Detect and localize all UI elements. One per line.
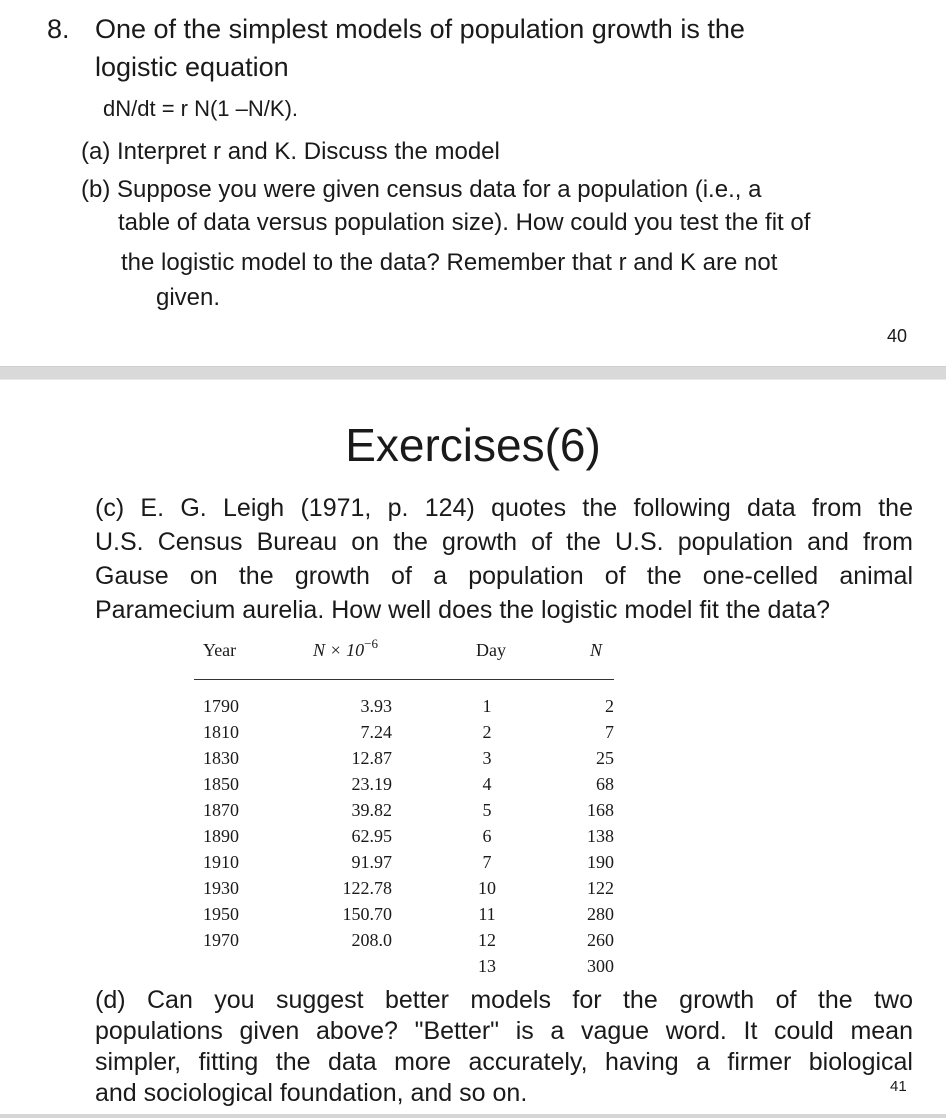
count-cell: 260: [587, 930, 614, 950]
day-cell: 1: [482, 696, 492, 716]
year-cell: 1910: [203, 852, 239, 872]
population-column: [310, 693, 392, 953]
part-d-line-1: (d) Can you suggest better models for the growth of the two: [95, 986, 913, 1014]
slide-title: Exercises(6): [345, 419, 601, 471]
day-cell: 11: [478, 904, 496, 924]
population-cell: 23.19: [351, 774, 392, 794]
year-cell: 1790: [203, 696, 239, 716]
question-text-line-2: logistic equation: [95, 52, 289, 82]
year-cell: 1930: [203, 878, 239, 898]
header-population-main: N × 10: [313, 640, 365, 660]
day-cell: 3: [482, 748, 492, 768]
population-cell: 91.97: [351, 852, 392, 872]
day-column: [468, 693, 506, 979]
header-year: Year: [203, 640, 237, 660]
day-cell: 6: [482, 826, 492, 846]
count-cell: 7: [605, 722, 614, 742]
day-cell: 12: [478, 930, 496, 950]
population-cell: 39.82: [351, 800, 392, 820]
header-population-exponent: −6: [364, 636, 378, 651]
part-d-paragraph: [95, 985, 913, 1109]
page-number-40: 40: [887, 326, 908, 346]
page-number-41: 41: [890, 1078, 907, 1095]
count-cell: 138: [587, 826, 614, 846]
part-d-line-4: and sociological foundation, and so on.: [95, 1079, 528, 1107]
year-cell: 1810: [203, 722, 239, 742]
count-cell: 68: [596, 774, 614, 794]
population-cell: 150.70: [342, 904, 392, 924]
day-cell: 13: [478, 956, 496, 976]
question-text-line-1: One of the simplest models of population growth is the: [95, 14, 745, 44]
day-cell: 7: [482, 852, 492, 872]
part-b-line-2: table of data versus population size). How could you test the fit of: [118, 209, 811, 236]
part-b-line-4: given.: [156, 284, 221, 311]
year-cell: 1870: [203, 800, 239, 820]
slide-divider: [0, 366, 946, 380]
population-cell: 208.0: [351, 930, 392, 950]
count-cell: 25: [596, 748, 614, 768]
population-cell: 7.24: [360, 722, 392, 742]
count-cell: 190: [587, 852, 614, 872]
part-d-line-3: simpler, fitting the data more accurately, having a firmer biological: [95, 1048, 913, 1076]
header-day: Day: [476, 640, 506, 660]
part-c-line-1: (c) E. G. Leigh (1971, p. 124) quotes the following data from the: [95, 494, 913, 522]
year-cell: 1850: [203, 774, 239, 794]
part-c-line-2: U.S. Census Bureau on the growth of the U.S. population and from: [95, 528, 913, 556]
count-cell: 168: [587, 800, 614, 820]
day-cell: 5: [482, 800, 492, 820]
count-cell: 280: [587, 904, 614, 924]
part-b-line-3: the logistic model to the data? Remember that r and K are not: [121, 249, 778, 276]
count-cell: 2: [605, 696, 614, 716]
year-cell: 1950: [203, 904, 239, 924]
part-c-line-4: Paramecium aurelia. How well does the logistic model fit the data?: [95, 596, 831, 624]
part-d-line-2: populations given above? "Better" is a vague word. It could mean: [95, 1017, 913, 1045]
population-cell: 3.93: [360, 696, 392, 716]
year-cell: 1830: [203, 748, 239, 768]
header-population: [313, 636, 378, 661]
day-cell: 2: [482, 722, 492, 742]
part-a-text: (a) Interpret r and K. Discuss the model: [81, 138, 500, 165]
count-column: [570, 693, 614, 979]
year-cell: 1890: [203, 826, 239, 846]
population-cell: 122.78: [342, 878, 392, 898]
part-c-paragraph: [95, 491, 913, 627]
year-cell: 1970: [203, 930, 239, 950]
logistic-equation: dN/dt = r N(1 –N/K).: [103, 96, 299, 121]
year-column: [203, 693, 239, 953]
population-cell: 62.95: [351, 826, 392, 846]
count-cell: 122: [587, 878, 614, 898]
day-cell: 10: [478, 878, 496, 898]
bottom-edge: [0, 1114, 946, 1118]
table-header-rule: [194, 679, 614, 680]
count-cell: 300: [587, 956, 614, 976]
header-n: N: [590, 640, 603, 660]
population-cell: 12.87: [351, 748, 392, 768]
part-c-line-3: Gause on the growth of a population of the one-celled animal: [95, 562, 913, 590]
part-b-line-1: (b) Suppose you were given census data for a population (i.e., a: [81, 176, 762, 203]
question-number: 8.: [47, 14, 70, 44]
day-cell: 4: [482, 774, 492, 794]
